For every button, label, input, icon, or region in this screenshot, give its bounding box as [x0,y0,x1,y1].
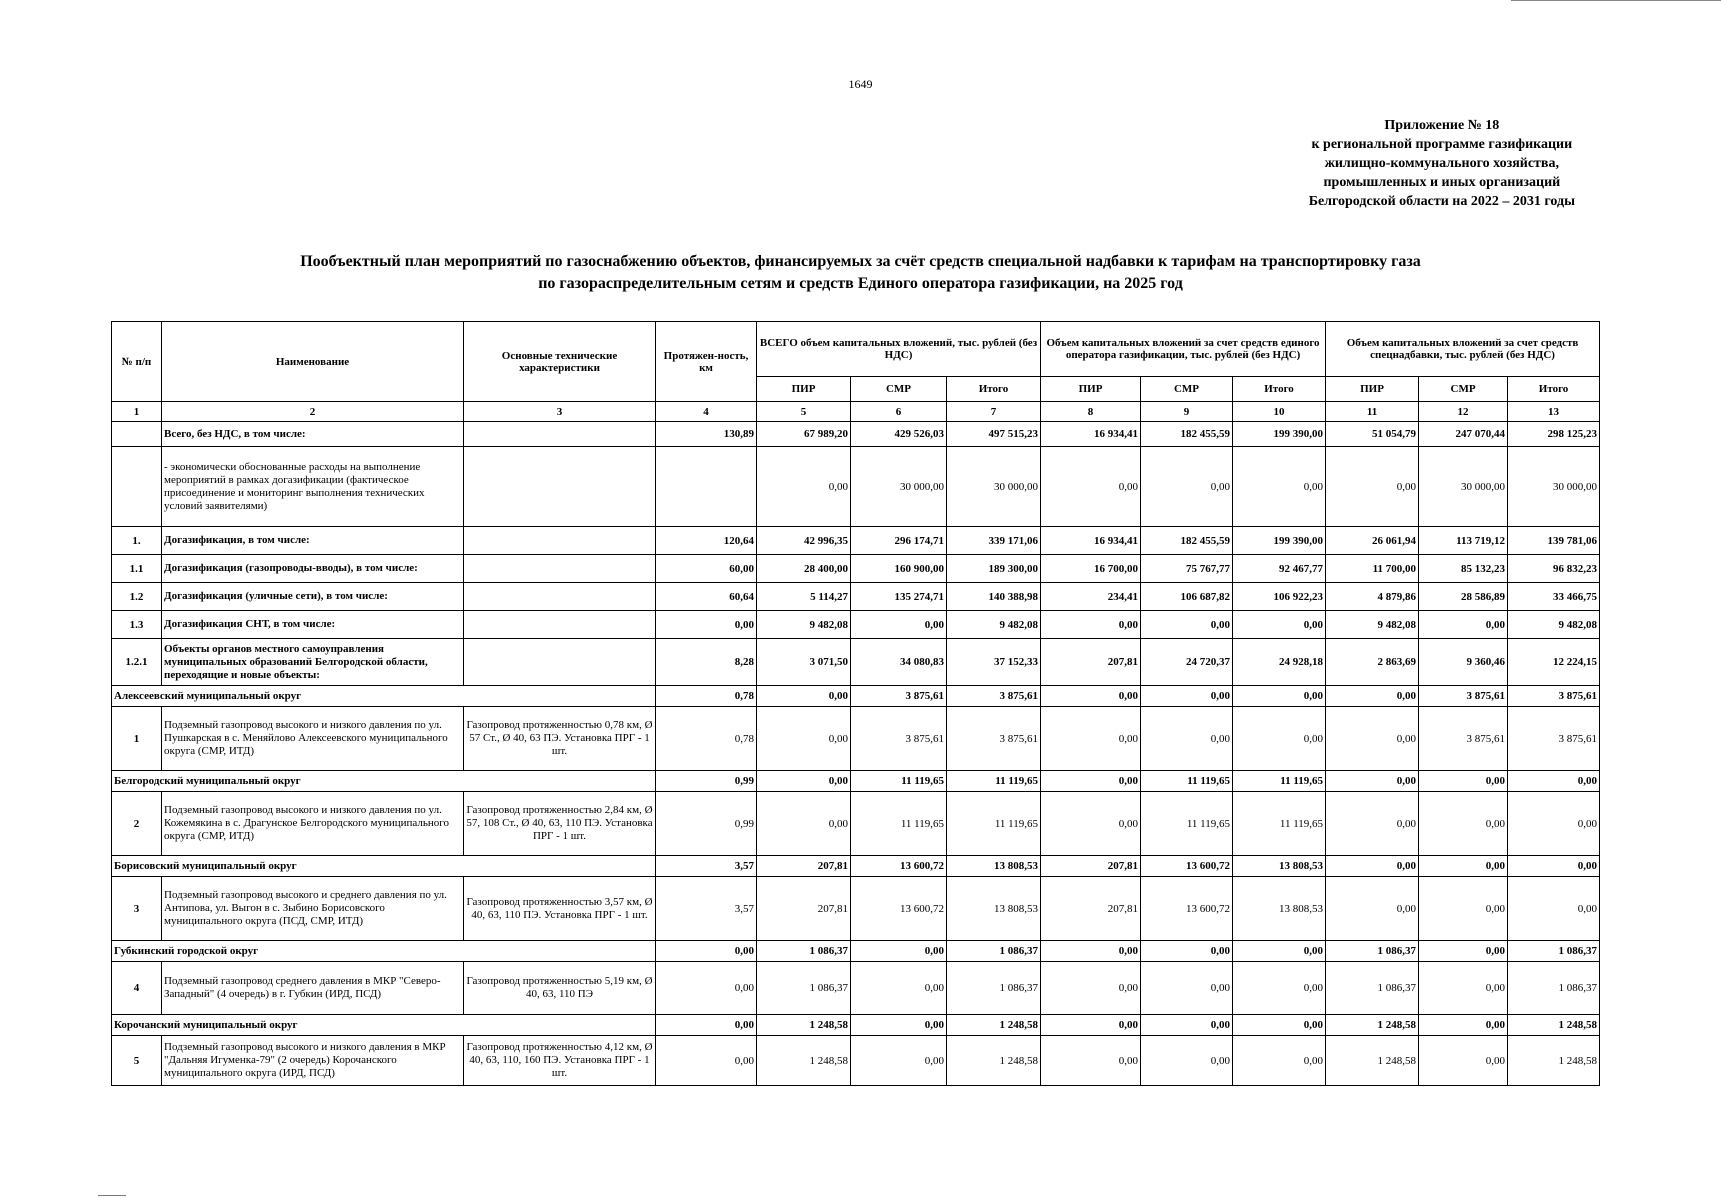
value-cell: 0,00 [656,1015,757,1036]
row-number: 1.2 [112,583,162,611]
value-cell: 0,00 [851,1036,947,1086]
value-cell: 106 687,82 [1141,583,1233,611]
value-cell: 9 482,08 [1326,611,1419,639]
value-cell: 0,99 [656,771,757,792]
value-cell: 13 600,72 [1141,877,1233,941]
value-cell: 12 224,15 [1508,639,1600,686]
row-name: Подземный газопровод высокого и среднего давления по ул. Антипова, ул. Выгон в с. Зыбино Борисовского муниципального округа (ПСД, СМР, ИТД) [162,877,464,941]
header-pir: ПИР [1041,377,1141,402]
value-cell: 0,00 [757,771,851,792]
value-cell: 1 248,58 [1508,1015,1600,1036]
col-number: 9 [1141,402,1233,422]
header-total-group: ВСЕГО объем капитальных вложений, тыс. рублей (без НДС) [757,322,1041,377]
value-cell: 0,00 [1041,1015,1141,1036]
row-name: Подземный газопровод среднего давления в МКР "Северо-Западный" (4 очередь) в г. Губкин (ИРД, ПСД) [162,962,464,1015]
value-cell [656,447,757,527]
col-number: 4 [656,402,757,422]
row-tech-specs [464,447,656,527]
table-row [112,422,1600,447]
row-tech-specs [464,527,656,555]
value-cell: 3,57 [656,856,757,877]
value-cell: 1 086,37 [757,962,851,1015]
value-cell: 130,89 [656,422,757,447]
table-row [112,962,1600,1015]
value-cell: 1 086,37 [1326,941,1419,962]
value-cell: 0,00 [1508,792,1600,856]
value-cell: 11 119,65 [947,792,1041,856]
row-tech-specs: Газопровод протяженностью 3,57 км, Ø 40, 63, 110 ПЭ. Установка ПРГ - 1 шт. [464,877,656,941]
value-cell: 0,99 [656,792,757,856]
col-number: 8 [1041,402,1141,422]
value-cell: 1 086,37 [947,962,1041,1015]
row-number: 1.3 [112,611,162,639]
header-operator-group: Объем капитальных вложений за счет средств единого оператора газификации, тыс. рублей (без НДС) [1041,322,1326,377]
value-cell: 0,00 [757,792,851,856]
value-cell: 0,78 [656,707,757,771]
value-cell: 1 086,37 [1508,941,1600,962]
district-row [112,856,1600,877]
value-cell: 8,28 [656,639,757,686]
row-name: Подземный газопровод высокого и низкого давления по ул. Кожемякина в с. Драгунское Белгородского муниципального округа (СМР, ИТД) [162,792,464,856]
value-cell: 0,00 [656,941,757,962]
value-cell: 0,00 [1041,611,1141,639]
appendix-line: промышленных и иных организаций [1323,175,1561,190]
value-cell: 13 808,53 [947,856,1041,877]
value-cell: 3 875,61 [947,686,1041,707]
header-smr: СМР [1419,377,1508,402]
value-cell: 1 086,37 [947,941,1041,962]
value-cell: 3 875,61 [1419,686,1508,707]
value-cell: 11 119,65 [1233,771,1326,792]
value-cell: 0,00 [1041,447,1141,527]
col-number: 11 [1326,402,1419,422]
table-row [112,1036,1600,1086]
value-cell: 16 934,41 [1041,422,1141,447]
district-name: Губкинский городской округ [112,941,656,962]
value-cell: 0,00 [1141,707,1233,771]
col-number: 3 [464,402,656,422]
value-cell: 0,00 [1326,856,1419,877]
appendix-line: Белгородской области на 2022 – 2031 годы [1308,194,1575,209]
value-cell: 11 119,65 [851,771,947,792]
value-cell: 1 086,37 [1508,962,1600,1015]
value-cell: 135 274,71 [851,583,947,611]
value-cell: 0,00 [1233,686,1326,707]
row-name: - экономически обоснованные расходы на выполнение мероприятий в рамках догазификации (фактическое присоединение и мониторинг выполнения технических условий заявителями) [162,447,464,527]
value-cell: 0,00 [1141,686,1233,707]
value-cell: 0,00 [757,707,851,771]
district-name: Алексеевский муниципальный округ [112,686,656,707]
row-number: 4 [112,962,162,1015]
table-row [112,555,1600,583]
value-cell: 1 248,58 [1326,1015,1419,1036]
value-cell: 96 832,23 [1508,555,1600,583]
value-cell: 3 875,61 [851,686,947,707]
value-cell: 0,00 [656,1036,757,1086]
district-name: Борисовский муниципальный округ [112,856,656,877]
column-number-row [112,402,1600,422]
header-num: № п/п [112,322,162,402]
col-number: 13 [1508,402,1600,422]
value-cell: 0,00 [1233,707,1326,771]
plan-table [111,321,1600,1086]
value-cell: 30 000,00 [1419,447,1508,527]
value-cell: 30 000,00 [851,447,947,527]
value-cell: 0,00 [1326,686,1419,707]
row-tech-specs: Газопровод протяженностью 5,19 км, Ø 40, 63, 110 ПЭ [464,962,656,1015]
value-cell: 9 482,08 [947,611,1041,639]
header-smr: СМР [1141,377,1233,402]
header-itogo: Итого [1233,377,1326,402]
row-number: 2 [112,792,162,856]
value-cell: 30 000,00 [947,447,1041,527]
value-cell: 3 875,61 [1508,707,1600,771]
row-number: 3 [112,877,162,941]
value-cell: 92 467,77 [1233,555,1326,583]
row-number [112,422,162,447]
title-line-2: по газораспределительным сетям и средств Единого оператора газификации, на 2025 год [538,275,1183,292]
document-title [0,251,1721,295]
value-cell: 16 934,41 [1041,527,1141,555]
value-cell: 2 863,69 [1326,639,1419,686]
row-number: 1.2.1 [112,639,162,686]
value-cell: 51 054,79 [1326,422,1419,447]
table-row [112,447,1600,527]
value-cell: 13 808,53 [947,877,1041,941]
value-cell: 0,00 [1233,1036,1326,1086]
value-cell: 11 700,00 [1326,555,1419,583]
value-cell: 34 080,83 [851,639,947,686]
value-cell: 0,00 [1326,771,1419,792]
row-tech-specs: Газопровод протяженностью 0,78 км, Ø 57 Ст., Ø 40, 63 ПЭ. Установка ПРГ - 1 шт. [464,707,656,771]
value-cell: 0,00 [851,962,947,1015]
row-number [112,447,162,527]
value-cell: 0,00 [1041,792,1141,856]
value-cell: 0,00 [1419,877,1508,941]
value-cell: 3,57 [656,877,757,941]
row-name: Догазификация (газопроводы-вводы), в том числе: [162,555,464,583]
value-cell: 3 875,61 [851,707,947,771]
value-cell: 0,00 [1508,771,1600,792]
value-cell: 0,00 [1141,941,1233,962]
value-cell: 1 086,37 [757,941,851,962]
value-cell: 0,00 [1041,941,1141,962]
header-pir: ПИР [757,377,851,402]
value-cell: 85 132,23 [1419,555,1508,583]
value-cell: 199 390,00 [1233,527,1326,555]
row-tech-specs [464,422,656,447]
value-cell: 0,00 [757,686,851,707]
header-pir: ПИР [1326,377,1419,402]
row-number: 1 [112,707,162,771]
table-row [112,639,1600,686]
value-cell: 0,00 [1508,877,1600,941]
value-cell: 0,00 [1419,792,1508,856]
district-row [112,1015,1600,1036]
value-cell: 106 922,23 [1233,583,1326,611]
plan-table-body [112,422,1600,1086]
value-cell: 1 248,58 [1326,1036,1419,1086]
value-cell: 0,00 [1041,707,1141,771]
value-cell: 75 767,77 [1141,555,1233,583]
row-number: 1.1 [112,555,162,583]
table-row [112,792,1600,856]
value-cell: 37 152,33 [947,639,1041,686]
value-cell: 13 808,53 [1233,877,1326,941]
value-cell: 3 875,61 [1419,707,1508,771]
value-cell: 296 174,71 [851,527,947,555]
value-cell: 0,78 [656,686,757,707]
value-cell: 3 071,50 [757,639,851,686]
value-cell: 0,00 [1419,941,1508,962]
value-cell: 16 700,00 [1041,555,1141,583]
row-tech-specs [464,583,656,611]
value-cell: 0,00 [1041,1036,1141,1086]
value-cell: 3 875,61 [947,707,1041,771]
row-number: 5 [112,1036,162,1086]
table-row [112,611,1600,639]
value-cell: 0,00 [1326,792,1419,856]
value-cell: 1 248,58 [757,1015,851,1036]
district-row [112,941,1600,962]
value-cell: 1 248,58 [1508,1036,1600,1086]
appendix-line: Приложение № 18 [1384,118,1500,133]
value-cell: 0,00 [1041,686,1141,707]
row-name: Подземный газопровод высокого и низкого давления по ул. Пушкарская в с. Меняйлово Алексеевского муниципального округа (СМР, ИТД) [162,707,464,771]
value-cell: 1 248,58 [947,1036,1041,1086]
value-cell: 1 248,58 [757,1036,851,1086]
value-cell: 207,81 [757,856,851,877]
appendix-line: жилищно-коммунального хозяйства, [1324,156,1559,171]
value-cell: 339 171,06 [947,527,1041,555]
header-surcharge-group: Объем капитальных вложений за счет средств спецнадбавки, тыс. рублей (без НДС) [1326,322,1600,377]
value-cell: 0,00 [1233,962,1326,1015]
district-row [112,686,1600,707]
value-cell: 0,00 [1419,962,1508,1015]
value-cell: 0,00 [1233,941,1326,962]
value-cell: 60,00 [656,555,757,583]
value-cell: 140 388,98 [947,583,1041,611]
table-row [112,877,1600,941]
value-cell: 247 070,44 [1419,422,1508,447]
row-name: Догазификация СНТ, в том числе: [162,611,464,639]
value-cell: 1 248,58 [947,1015,1041,1036]
value-cell: 26 061,94 [1326,527,1419,555]
row-tech-specs: Газопровод протяженностью 2,84 км, Ø 57, 108 Ст., Ø 40, 63, 110 ПЭ. Установка ПРГ - 1 шт. [464,792,656,856]
value-cell: 120,64 [656,527,757,555]
value-cell: 207,81 [757,877,851,941]
value-cell: 0,00 [1326,707,1419,771]
value-cell: 0,00 [851,1015,947,1036]
value-cell: 0,00 [1041,962,1141,1015]
value-cell: 13 808,53 [1233,856,1326,877]
row-name: Подземный газопровод высокого и низкого давления в МКР "Дальняя Игуменка-79" (2 очередь) Корочанского муниципального округа (ИРД, ПСД) [162,1036,464,1086]
row-name: Объекты органов местного самоуправления муниципальных образований Белгородской области, переходящие и новые объекты: [162,639,464,686]
value-cell: 11 119,65 [1141,771,1233,792]
col-number: 12 [1419,402,1508,422]
district-row [112,771,1600,792]
value-cell: 113 719,12 [1419,527,1508,555]
value-cell: 0,00 [1419,1036,1508,1086]
value-cell: 0,00 [1419,1015,1508,1036]
value-cell: 0,00 [1326,877,1419,941]
row-name: Догазификация (уличные сети), в том числе: [162,583,464,611]
value-cell: 0,00 [1419,771,1508,792]
header-length: Протяжен-ность, км [656,322,757,402]
col-number: 6 [851,402,947,422]
row-tech-specs: Газопровод протяженностью 4,12 км, Ø 40, 63, 110, 160 ПЭ. Установка ПРГ - 1 шт. [464,1036,656,1086]
value-cell: 13 600,72 [851,856,947,877]
row-number: 1. [112,527,162,555]
appendix-line: к региональной программе газификации [1311,137,1573,152]
value-cell: 0,00 [1419,611,1508,639]
district-name: Белгородский муниципальный округ [112,771,656,792]
value-cell: 0,00 [1233,1015,1326,1036]
value-cell: 33 466,75 [1508,583,1600,611]
row-tech-specs [464,555,656,583]
value-cell: 5 114,27 [757,583,851,611]
value-cell: 298 125,23 [1508,422,1600,447]
header-tech: Основные технические характеристики [464,322,656,402]
value-cell: 207,81 [1041,856,1141,877]
value-cell: 13 600,72 [1141,856,1233,877]
value-cell: 0,00 [1141,962,1233,1015]
value-cell: 234,41 [1041,583,1141,611]
value-cell: 0,00 [1326,447,1419,527]
value-cell: 11 119,65 [1141,792,1233,856]
value-cell: 0,00 [851,941,947,962]
appendix-header [1309,116,1575,211]
col-number: 10 [1233,402,1326,422]
row-name: Догазификация, в том числе: [162,527,464,555]
value-cell: 0,00 [1508,856,1600,877]
header-itogo: Итого [947,377,1041,402]
value-cell: 207,81 [1041,639,1141,686]
value-cell: 0,00 [1141,611,1233,639]
value-cell: 0,00 [1141,1015,1233,1036]
value-cell: 9 482,08 [1508,611,1600,639]
col-number: 2 [162,402,464,422]
row-name: Всего, без НДС, в том числе: [162,422,464,447]
value-cell: 182 455,59 [1141,527,1233,555]
value-cell: 13 600,72 [851,877,947,941]
value-cell: 67 989,20 [757,422,851,447]
value-cell: 9 482,08 [757,611,851,639]
value-cell: 3 875,61 [1508,686,1600,707]
value-cell: 189 300,00 [947,555,1041,583]
value-cell: 42 996,35 [757,527,851,555]
col-number: 7 [947,402,1041,422]
row-tech-specs [464,639,656,686]
value-cell: 0,00 [1041,771,1141,792]
header-name: Наименование [162,322,464,402]
value-cell: 0,00 [1141,1036,1233,1086]
value-cell: 429 526,03 [851,422,947,447]
value-cell: 160 900,00 [851,555,947,583]
value-cell: 28 400,00 [757,555,851,583]
value-cell: 0,00 [851,611,947,639]
value-cell: 0,00 [1141,447,1233,527]
scan-edge-mark [1511,0,1721,1]
value-cell: 0,00 [1233,447,1326,527]
value-cell: 139 781,06 [1508,527,1600,555]
row-tech-specs [464,611,656,639]
value-cell: 199 390,00 [1233,422,1326,447]
value-cell: 60,64 [656,583,757,611]
table-row [112,527,1600,555]
value-cell: 30 000,00 [1508,447,1600,527]
header-itogo: Итого [1508,377,1600,402]
value-cell: 497 515,23 [947,422,1041,447]
value-cell: 1 086,37 [1326,962,1419,1015]
table-row [112,707,1600,771]
value-cell: 0,00 [1233,611,1326,639]
title-line-1: Пообъектный план мероприятий по газоснабжению объектов, финансируемых за счёт средств специальной надбавки к тарифам на транспортировку газа [300,253,1421,270]
value-cell: 207,81 [1041,877,1141,941]
col-number: 5 [757,402,851,422]
value-cell: 9 360,46 [1419,639,1508,686]
table-row [112,583,1600,611]
district-name: Корочанский муниципальный округ [112,1015,656,1036]
value-cell: 28 586,89 [1419,583,1508,611]
value-cell: 0,00 [757,447,851,527]
scan-bottom-mark [98,1195,126,1196]
value-cell: 182 455,59 [1141,422,1233,447]
page-number: 1649 [848,77,873,91]
value-cell: 4 879,86 [1326,583,1419,611]
header-smr: СМР [851,377,947,402]
value-cell: 11 119,65 [851,792,947,856]
col-number: 1 [112,402,162,422]
value-cell: 11 119,65 [1233,792,1326,856]
value-cell: 0,00 [1419,856,1508,877]
value-cell: 0,00 [656,962,757,1015]
value-cell: 0,00 [656,611,757,639]
value-cell: 24 720,37 [1141,639,1233,686]
value-cell: 11 119,65 [947,771,1041,792]
value-cell: 24 928,18 [1233,639,1326,686]
